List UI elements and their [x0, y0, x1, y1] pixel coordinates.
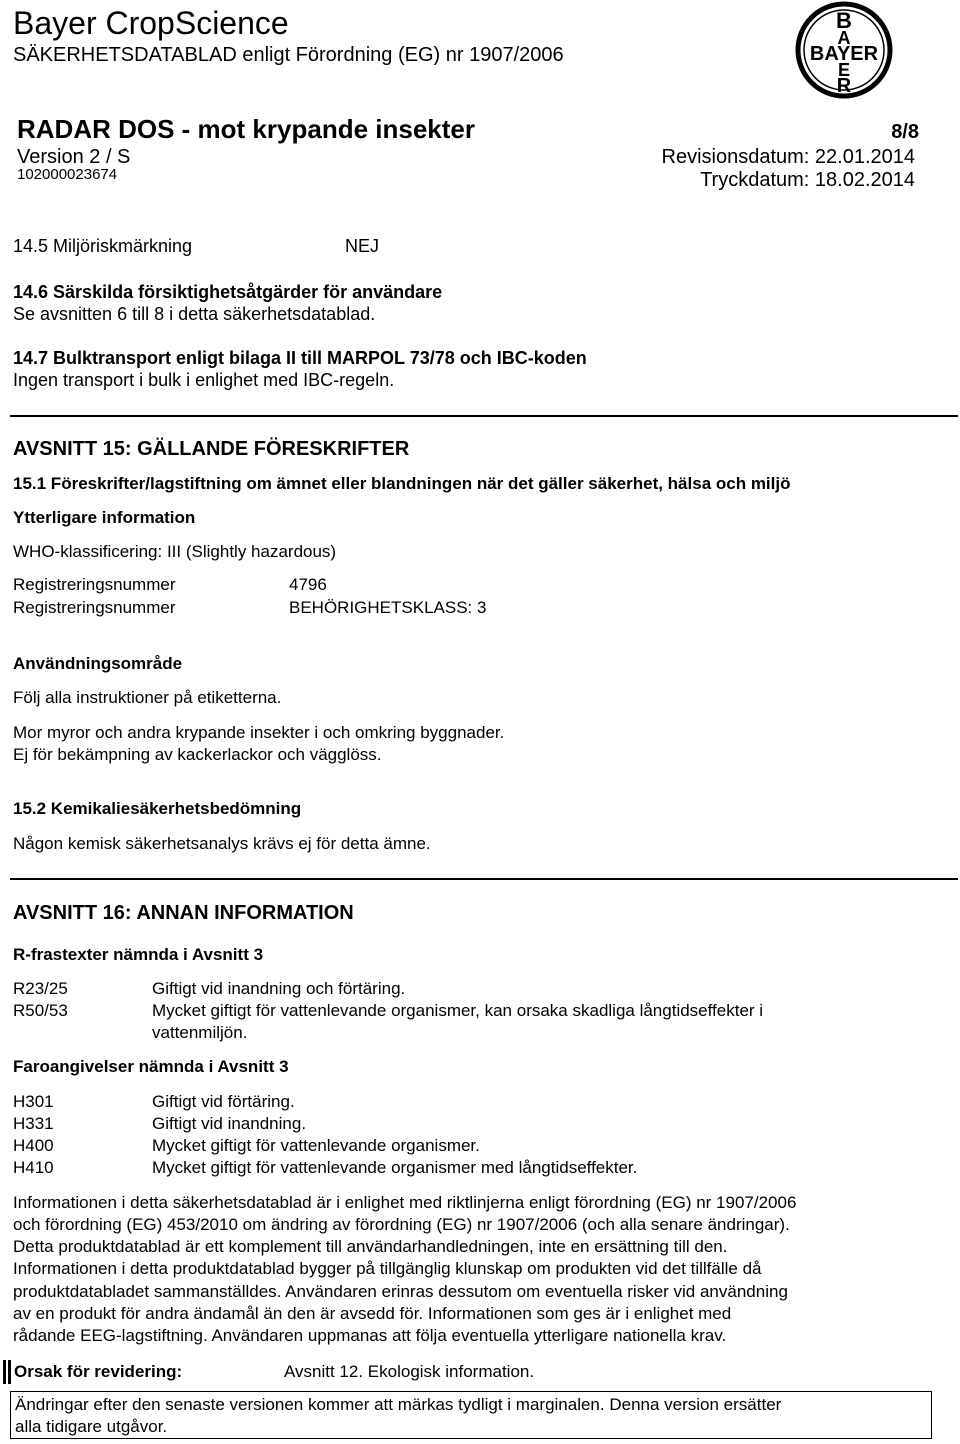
- section-divider: [10, 878, 958, 880]
- usage-text-2: Mor myror och andra krypande insekter i och omkring byggnader.: [13, 723, 505, 742]
- r-phrase-text-continued: vattenmiljön.: [152, 1023, 248, 1042]
- bulk-transport-title: 14.7 Bulktransport enligt bilaga II till MARPOL 73/78 och IBC-koden: [13, 348, 587, 368]
- registration-label: Registreringsnummer: [13, 575, 176, 594]
- registration-value: 4796: [289, 575, 327, 594]
- who-classification: WHO-klassificering: III (Slightly hazardous): [13, 542, 337, 561]
- registration-value: BEHÖRIGHETSKLASS: 3: [289, 598, 487, 617]
- env-hazard-label: 14.5 Miljöriskmärkning: [13, 236, 193, 256]
- r-phrase-text: Giftigt vid inandning och förtäring.: [152, 979, 406, 998]
- h-phrase-text: Giftigt vid inandning.: [152, 1114, 307, 1133]
- usage-text-1: Följ alla instruktioner på etiketterna.: [13, 688, 282, 707]
- info-paragraph-line: och förordning (EG) 453/2010 om ändring av förordning (EG) nr 1907/2006 (och alla senare ändringar).: [13, 1215, 790, 1234]
- logo-letter-e: E: [837, 60, 851, 80]
- regulations-title: 15.1 Föreskrifter/lagstiftning om ämnet eller blandningen när det gäller säkerhet, hälsa och miljö: [13, 474, 791, 493]
- h-phrase-text: Giftigt vid förtäring.: [152, 1092, 295, 1111]
- r-phrases-title: R-frastexter nämnda i Avsnitt 3: [13, 945, 264, 964]
- logo-letter-a: A: [837, 28, 851, 48]
- env-hazard-value: NEJ: [345, 236, 380, 256]
- h-phrases-title: Faroangivelser nämnda i Avsnitt 3: [13, 1057, 289, 1076]
- h-phrase-code: H331: [13, 1114, 54, 1133]
- info-paragraph-line: av en produkt för andra ändamål än den är avsedd för. Informationen som ges är i enlighet med: [13, 1304, 732, 1323]
- precautions-text: Se avsnitten 6 till 8 i detta säkerhetsdatablad.: [13, 304, 376, 324]
- info-paragraph-line: rådande EEG-lagstiftning. Användaren uppmanas att följa eventuella ytterligare nationella krav.: [13, 1326, 727, 1345]
- r-phrase-text: Mycket giftigt för vattenlevande organismer, kan orsaka skadliga långtidseffekter i: [152, 1001, 764, 1020]
- usage-title: Användningsområde: [13, 654, 183, 673]
- section-16-heading: AVSNITT 16: ANNAN INFORMATION: [13, 902, 354, 924]
- logo-letter-r: R: [836, 75, 852, 97]
- logo-letter-b: B: [836, 8, 852, 33]
- change-marker: [3, 1360, 6, 1384]
- changes-note-box: [10, 1391, 932, 1439]
- page-number: 8/8: [891, 121, 919, 143]
- r-phrase-code: R23/25: [13, 979, 68, 998]
- revision-date: Revisionsdatum: 22.01.2014: [661, 146, 915, 168]
- usage-text-3: Ej för bekämpning av kackerlackor och vägglöss.: [13, 745, 382, 764]
- version-label: Version 2 / S: [17, 146, 131, 168]
- bayer-logo: [789, 0, 899, 100]
- info-paragraph-line: Informationen i detta säkerhetsdatablad är i enlighet med riktlinjerna enligt förordning (EG) nr 1907/2006: [13, 1193, 797, 1212]
- bulk-transport-text: Ingen transport i bulk i enlighet med IBC-regeln.: [13, 370, 395, 390]
- info-paragraph-line: Informationen i detta produktdatablad bygger på tillgänglig klunskap om produkten vid det tillfälle då: [13, 1259, 762, 1278]
- change-marker: [8, 1360, 11, 1384]
- registration-label: Registreringsnummer: [13, 598, 176, 617]
- product-name: RADAR DOS - mot krypande insekter: [17, 114, 475, 144]
- section-divider: [10, 415, 958, 417]
- r-phrase-code: R50/53: [13, 1001, 68, 1020]
- h-phrase-text: Mycket giftigt för vattenlevande organismer med långtidseffekter.: [152, 1158, 638, 1177]
- company-name: Bayer CropScience: [13, 5, 289, 41]
- print-date: Tryckdatum: 18.02.2014: [700, 169, 915, 191]
- chemical-safety-title: 15.2 Kemikaliesäkerhetsbedömning: [13, 799, 302, 818]
- changes-note-line: Ändringar efter den senaste versionen kommer att märkas tydligt i marginalen. Denna version ersätter: [15, 1395, 782, 1414]
- document-number: 102000023674: [17, 166, 118, 183]
- info-paragraph-line: Detta produktdatablad är ett komplement till användarhandledningen, inte en ersättning till den.: [13, 1237, 728, 1256]
- chemical-safety-text: Någon kemisk säkerhetsanalys krävs ej för detta ämne.: [13, 834, 431, 853]
- h-phrase-code: H301: [13, 1092, 54, 1111]
- info-paragraph-line: produktdatabladet sammanställdes. Användaren erinras dessutom om eventuella risker vid användning: [13, 1282, 788, 1301]
- section-15-heading: AVSNITT 15: GÄLLANDE FÖRESKRIFTER: [13, 438, 410, 460]
- revision-reason-label: Orsak för revidering:: [14, 1362, 183, 1381]
- logo-word-bayer: BAYER: [809, 43, 879, 65]
- h-phrase-code: H400: [13, 1136, 54, 1155]
- revision-reason-value: Avsnitt 12. Ekologisk information.: [284, 1362, 535, 1381]
- h-phrase-code: H410: [13, 1158, 54, 1177]
- changes-note-line: alla tidigare utgåvor.: [15, 1417, 168, 1436]
- document-type: SÄKERHETSDATABLAD enligt Förordning (EG) nr 1907/2006: [13, 44, 564, 66]
- h-phrase-text: Mycket giftigt för vattenlevande organismer.: [152, 1136, 480, 1155]
- additional-info-title: Ytterligare information: [13, 508, 196, 527]
- precautions-title: 14.6 Särskilda försiktighetsåtgärder för användare: [13, 282, 443, 302]
